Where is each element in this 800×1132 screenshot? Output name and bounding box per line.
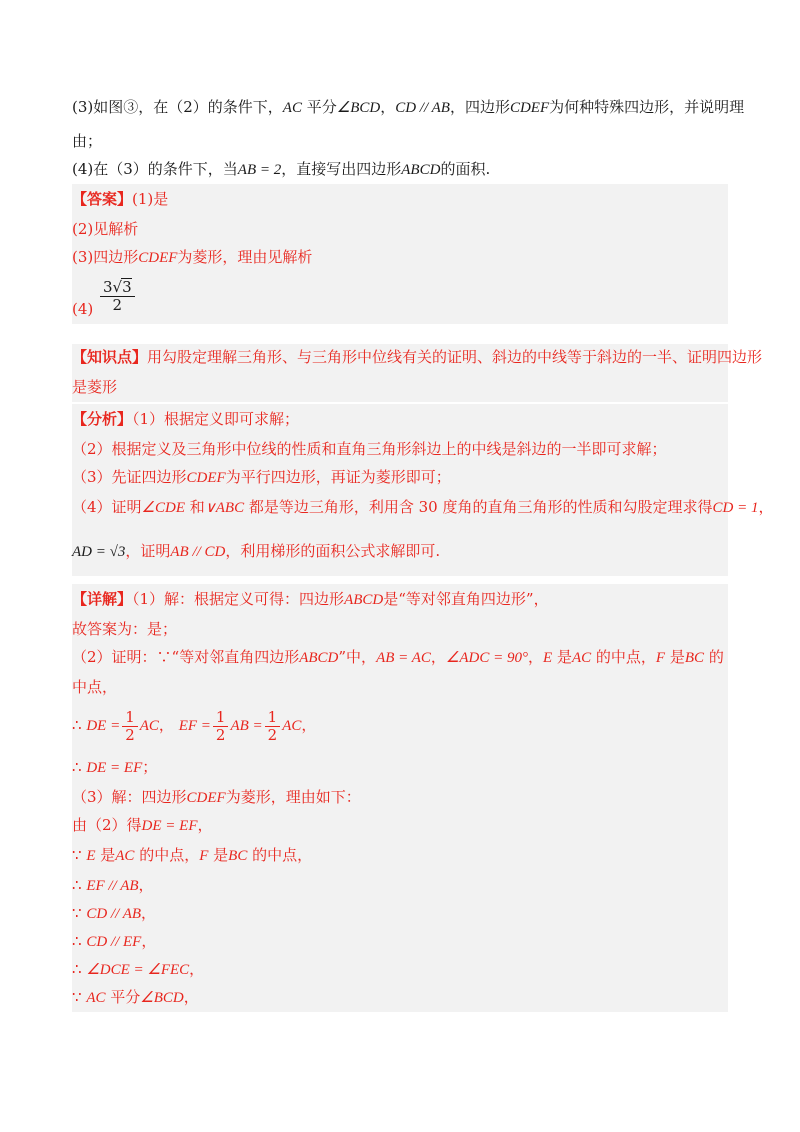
text: ∴ bbox=[72, 932, 87, 950]
text: ， bbox=[380, 98, 396, 116]
math: ∠BCD bbox=[140, 990, 184, 1006]
text: (4) bbox=[72, 300, 94, 318]
math: CDEF bbox=[186, 470, 226, 486]
math: AC bbox=[139, 718, 159, 734]
math: ∠CDE bbox=[141, 500, 185, 516]
math: EF = bbox=[178, 718, 211, 734]
text: ， bbox=[183, 988, 199, 1006]
detail-line-4: 中点， bbox=[72, 678, 118, 696]
math: CDEF bbox=[186, 790, 226, 806]
text: ， bbox=[528, 648, 544, 666]
text: 的中点， bbox=[134, 846, 200, 864]
denominator: 2 bbox=[125, 725, 135, 744]
question-3-line-1 bbox=[72, 96, 745, 119]
text: 为平行四边形，再证为菱形即可； bbox=[225, 468, 451, 486]
detail-line-12 bbox=[72, 930, 732, 953]
answer-line-1 bbox=[72, 188, 732, 210]
analysis-line-5 bbox=[72, 540, 732, 563]
fraction bbox=[100, 278, 135, 314]
numerator: 1 bbox=[265, 709, 281, 727]
numerator: 1 bbox=[213, 709, 229, 727]
math: AB = 2 bbox=[237, 162, 282, 178]
math: AB = AC bbox=[376, 650, 431, 666]
text: 用勾股定理解三角形、与三角形中位线有关的证明、斜边的中线等于斜边的一半、证明四边形 bbox=[147, 348, 763, 366]
math: BC bbox=[684, 650, 705, 666]
question-3-line-2: 由； bbox=[72, 132, 103, 150]
knowledge-line-2: 是菱形 bbox=[72, 378, 118, 396]
math: ABCD bbox=[401, 162, 441, 178]
text: 由（2）得 bbox=[72, 816, 142, 834]
text: ∴ bbox=[72, 876, 87, 894]
detail-line-13 bbox=[72, 958, 732, 981]
text: ∵ bbox=[72, 988, 87, 1006]
question-4 bbox=[72, 158, 732, 181]
math: ∨ABC bbox=[204, 500, 245, 516]
numerator: 1 bbox=[122, 709, 138, 727]
text: ， bbox=[197, 816, 213, 834]
math: BC bbox=[228, 848, 248, 864]
text: （3）先证四边形 bbox=[72, 468, 187, 486]
math: AD = √3 bbox=[72, 544, 126, 560]
text: 和 bbox=[185, 498, 205, 516]
text: ，证明 bbox=[125, 542, 171, 560]
analysis-line-1 bbox=[72, 408, 732, 430]
detail-line-8 bbox=[72, 814, 732, 837]
knowledge-label: 【知识点】 bbox=[72, 348, 148, 366]
text: 的 bbox=[704, 648, 724, 666]
fraction bbox=[265, 709, 281, 744]
denominator: 2 bbox=[112, 296, 123, 314]
text: （2）证明：∵“等对邻直角四边形 bbox=[72, 648, 300, 666]
math: AC bbox=[282, 718, 302, 734]
text: （1）解：根据定义可得：四边形 bbox=[132, 590, 345, 608]
text: 的面积. bbox=[440, 160, 491, 178]
text: （3）解：四边形 bbox=[72, 788, 187, 806]
text: 是 bbox=[665, 648, 685, 666]
answer-label: 【答案】 bbox=[72, 190, 133, 208]
text: （4）证明 bbox=[72, 498, 142, 516]
text: 为菱形，理由见解析 bbox=[177, 248, 313, 266]
text: ， bbox=[189, 960, 205, 978]
text: ； bbox=[142, 758, 158, 776]
math: F bbox=[199, 848, 209, 864]
radicand: 3 bbox=[122, 278, 132, 296]
answer-line-4 bbox=[72, 278, 732, 318]
math: ∠BCD bbox=[336, 100, 381, 116]
answer-line-3 bbox=[72, 246, 732, 269]
detail-line-7 bbox=[72, 786, 732, 809]
denominator: 2 bbox=[215, 725, 226, 744]
math: CD // EF bbox=[86, 934, 142, 950]
math: E bbox=[86, 848, 96, 864]
detail-line-10 bbox=[72, 874, 732, 897]
math: ABCD bbox=[344, 592, 384, 608]
detail-line-5 bbox=[72, 706, 732, 744]
text: ， bbox=[758, 498, 774, 516]
text: ，四边形 bbox=[449, 98, 510, 116]
detail-line-9 bbox=[72, 844, 732, 867]
fraction bbox=[213, 709, 229, 744]
text: 是 bbox=[208, 846, 229, 864]
math: CD // AB bbox=[395, 100, 450, 116]
math: DE = bbox=[86, 718, 121, 734]
math: DE = EF bbox=[86, 760, 143, 776]
analysis-label: 【分析】 bbox=[72, 410, 133, 428]
math: EF // AB bbox=[86, 878, 139, 894]
text: (3)如图③，在（2）的条件下， bbox=[72, 98, 283, 116]
fraction bbox=[122, 709, 138, 744]
knowledge-line-1 bbox=[72, 346, 763, 368]
detail-line-11 bbox=[72, 902, 732, 925]
therefore-symbol: ∴ bbox=[72, 716, 82, 734]
math: CD = 1 bbox=[712, 500, 759, 516]
detail-line-2: 故答案为：是； bbox=[72, 620, 178, 638]
text: 平分 bbox=[105, 988, 141, 1006]
math: AC bbox=[86, 990, 106, 1006]
text: (1)是 bbox=[132, 190, 169, 208]
analysis-line-3 bbox=[72, 466, 732, 489]
text: 是 bbox=[552, 648, 572, 666]
text: ∵ bbox=[72, 846, 87, 864]
text: ”中， bbox=[338, 648, 377, 666]
text: ， bbox=[158, 716, 174, 734]
answer-line-2: (2)见解析 bbox=[72, 220, 139, 238]
text: ， bbox=[141, 932, 157, 950]
text: 都是等边三角形，利用含 30 度角的直角三角形的性质和勾股定理求得 bbox=[244, 498, 713, 516]
math: AC bbox=[571, 650, 592, 666]
math: CDEF bbox=[138, 250, 178, 266]
detail-line-14 bbox=[72, 986, 732, 1009]
detail-label: 【详解】 bbox=[72, 590, 133, 608]
text: ∴ bbox=[72, 960, 87, 978]
text: 的中点， bbox=[591, 648, 656, 666]
math: E bbox=[543, 650, 553, 666]
analysis-line-2: （2）根据定义及三角形中位线的性质和直角三角形斜边上的中线是斜边的一半即可求解； bbox=[72, 440, 667, 458]
math: AB = bbox=[230, 718, 263, 734]
text: 为菱形，理由如下： bbox=[225, 788, 361, 806]
math: F bbox=[655, 650, 666, 666]
math: AB // CD bbox=[170, 544, 226, 560]
text: ∴ bbox=[72, 758, 87, 776]
math: ∠ADC = 90° bbox=[445, 650, 528, 666]
text: （1）根据定义即可求解； bbox=[132, 410, 300, 428]
text: 是“等对邻直角四边形”， bbox=[383, 590, 549, 608]
detail-line-1 bbox=[72, 588, 732, 611]
text: (4)在（3）的条件下，当 bbox=[72, 160, 238, 178]
math: AC bbox=[282, 100, 302, 116]
text: ， bbox=[141, 904, 157, 922]
detail-line-3 bbox=[72, 646, 732, 669]
math: CDEF bbox=[509, 100, 550, 116]
text: ∵ bbox=[72, 904, 87, 922]
text: (3)四边形 bbox=[72, 248, 139, 266]
text: ， bbox=[430, 648, 446, 666]
denominator: 2 bbox=[267, 725, 278, 744]
math: CD // AB bbox=[86, 906, 142, 922]
text: ， bbox=[138, 876, 154, 894]
math: ABCD bbox=[299, 650, 339, 666]
text: 的中点， bbox=[247, 846, 313, 864]
analysis-line-4 bbox=[72, 496, 774, 519]
math: ∠DCE = ∠FEC bbox=[86, 962, 190, 978]
text: 是 bbox=[95, 846, 116, 864]
math: AC bbox=[115, 848, 135, 864]
text: ， bbox=[301, 716, 317, 734]
coef: 3 bbox=[103, 278, 113, 296]
numerator: 3√3 bbox=[100, 278, 135, 297]
text: ，利用梯形的面积公式求解即可. bbox=[225, 542, 441, 560]
text: ，直接写出四边形 bbox=[281, 160, 402, 178]
text: 为何种特殊四边形，并说明理 bbox=[549, 98, 745, 116]
detail-line-6 bbox=[72, 756, 732, 779]
math: DE = EF bbox=[141, 818, 198, 834]
text: 平分 bbox=[301, 98, 337, 116]
